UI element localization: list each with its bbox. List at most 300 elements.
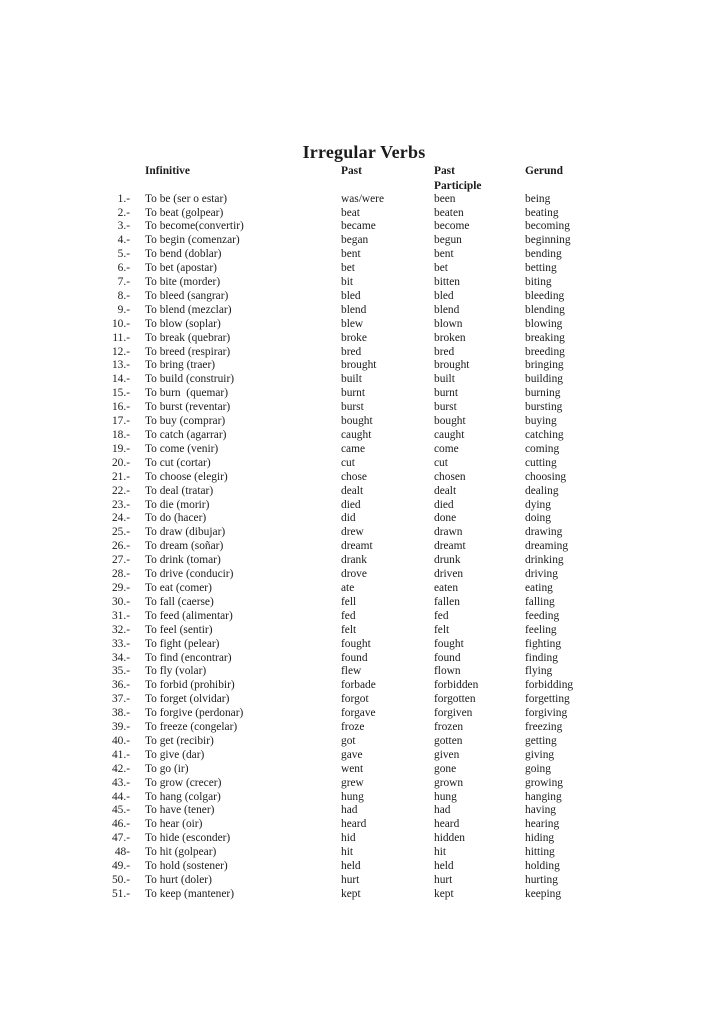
verb-gerund-cell: having: [525, 804, 557, 817]
table-row: [0, 568, 728, 582]
table-header-row-continued: [0, 179, 728, 193]
table-row: [0, 512, 728, 526]
table-row: [0, 860, 728, 874]
verb-infinitive-cell: To bring (traer): [145, 359, 216, 372]
verb-gerund-cell: forbidding: [525, 679, 574, 692]
verb-gerund-cell: fighting: [525, 637, 562, 650]
verb-past-cell: became: [341, 220, 376, 233]
verb-number-cell: 33.-: [111, 637, 130, 650]
table-row: [0, 721, 728, 735]
verb-gerund-cell: choosing: [525, 470, 567, 483]
verb-infinitive-cell: To have (tener): [145, 804, 215, 817]
verb-gerund-cell: beating: [525, 206, 559, 219]
verb-number-cell: 41.-: [111, 748, 130, 761]
verb-number-cell: 32.-: [111, 623, 130, 636]
verb-past-cell: beat: [341, 206, 360, 219]
verb-gerund-cell: keeping: [525, 887, 562, 900]
verb-number-cell: 10.-: [111, 317, 130, 330]
verb-infinitive-cell: To grow (crecer): [145, 776, 222, 789]
verb-past-participle-cell: grown: [434, 776, 464, 789]
verb-infinitive-cell: To keep (mantener): [145, 887, 235, 900]
verb-past-participle-cell: eaten: [434, 581, 459, 594]
verb-past-cell: dreamt: [341, 540, 373, 553]
verb-past-cell: froze: [341, 721, 365, 734]
table-row: [0, 290, 728, 304]
verb-past-cell: grew: [341, 776, 364, 789]
verb-past-cell: hid: [341, 832, 356, 845]
table-row: [0, 387, 728, 401]
verb-infinitive-cell: To choose (elegir): [145, 470, 228, 483]
verb-past-participle-cell: died: [434, 498, 454, 511]
verb-past-cell: cut: [341, 456, 355, 469]
verb-past-participle-cell: gotten: [434, 734, 463, 747]
table-row: [0, 638, 728, 652]
verb-number-cell: 44.-: [111, 790, 130, 803]
verb-number-cell: 17.-: [111, 415, 130, 428]
verb-infinitive-cell: To do (hacer): [145, 512, 207, 525]
table-row: [0, 220, 728, 234]
verb-infinitive-cell: To fight (pelear): [145, 637, 220, 650]
column-header-past-participle-line2: Participle: [434, 179, 482, 192]
table-body: [0, 193, 728, 902]
verb-infinitive-cell: To dream (soñar): [145, 540, 224, 553]
verb-infinitive-cell: To beat (golpear): [145, 206, 224, 219]
verb-gerund-cell: drinking: [525, 554, 564, 567]
verb-past-cell: flew: [341, 665, 362, 678]
table-row: [0, 554, 728, 568]
verb-infinitive-cell: To bite (morder): [145, 276, 221, 289]
verb-past-participle-cell: driven: [434, 568, 464, 581]
verb-number-cell: 29.-: [111, 581, 130, 594]
verb-past-participle-cell: heard: [434, 818, 460, 831]
verb-past-participle-cell: burnt: [434, 387, 459, 400]
verb-past-cell: built: [341, 373, 362, 386]
verb-number-cell: 8.-: [117, 289, 130, 302]
verb-past-participle-cell: come: [434, 442, 459, 455]
verb-past-participle-cell: given: [434, 748, 460, 761]
verb-number-cell: 30.-: [111, 595, 130, 608]
verb-past-cell: forbade: [341, 679, 376, 692]
verb-past-cell: felt: [341, 623, 357, 636]
verb-past-participle-cell: hit: [434, 846, 447, 859]
verb-past-participle-cell: cut: [434, 456, 448, 469]
verb-gerund-cell: bringing: [525, 359, 564, 372]
verb-gerund-cell: going: [525, 762, 551, 775]
table-row: [0, 485, 728, 499]
verb-infinitive-cell: To give (dar): [145, 748, 205, 761]
column-header-infinitive: Infinitive: [145, 165, 190, 177]
verb-number-cell: 18.-: [111, 429, 130, 441]
verb-past-cell: dealt: [341, 484, 364, 497]
verb-number-cell: 12.-: [111, 345, 130, 358]
verb-past-participle-cell: kept: [434, 887, 454, 900]
verb-infinitive-cell: To hide (esconder): [145, 832, 231, 845]
verb-gerund-cell: coming: [525, 442, 560, 455]
verb-gerund-cell: drawing: [525, 526, 563, 539]
table-row: [0, 457, 728, 471]
verb-gerund-cell: beginning: [525, 234, 571, 247]
verb-number-cell: 3.-: [117, 220, 130, 233]
verb-gerund-cell: betting: [525, 262, 557, 275]
verb-infinitive-cell: To burn (quemar): [145, 387, 229, 400]
verb-past-cell: bit: [341, 276, 354, 289]
verb-infinitive-cell: To blend (mezclar): [145, 303, 232, 316]
page-title: Irregular Verbs: [302, 142, 426, 163]
verb-number-cell: 2.-: [117, 206, 130, 219]
header-continued-infinitive-cell: [130, 179, 341, 193]
table-row: [0, 610, 728, 624]
verb-past-participle-cell: forbidden: [434, 679, 479, 692]
verb-past-participle-cell: been: [434, 192, 456, 205]
verb-infinitive-cell: To forgive (perdonar): [145, 707, 244, 720]
table-row: [0, 193, 728, 207]
column-header-past: Past: [341, 165, 362, 177]
verb-number-cell: 13.-: [111, 359, 130, 372]
verb-number-cell: 39.-: [111, 721, 130, 734]
table-row: [0, 874, 728, 888]
verb-gerund-cell: freezing: [525, 721, 563, 734]
verb-number-cell: 45.-: [111, 804, 130, 817]
verb-past-participle-cell: caught: [434, 429, 465, 441]
table-row: [0, 276, 728, 290]
verb-infinitive-cell: To drink (tomar): [145, 554, 221, 567]
verb-gerund-cell: breeding: [525, 345, 565, 358]
table-row: [0, 804, 728, 818]
verb-past-participle-cell: forgiven: [434, 707, 473, 720]
table-row: [0, 499, 728, 513]
verb-past-cell: came: [341, 442, 366, 455]
table-header: [0, 164, 728, 193]
header-continued-gerund-cell: [525, 179, 728, 193]
verb-gerund-cell: hitting: [525, 846, 555, 859]
table-row: [0, 846, 728, 860]
verb-gerund-cell: biting: [525, 276, 552, 289]
verb-past-participle-cell: frozen: [434, 721, 464, 734]
verb-infinitive-cell: To hit (golpear): [145, 846, 217, 859]
verb-gerund-cell: catching: [525, 429, 564, 441]
verb-past-cell: gave: [341, 748, 363, 761]
verb-gerund-cell: forgiving: [525, 707, 568, 720]
verb-past-cell: blend: [341, 303, 367, 316]
table-row: [0, 665, 728, 679]
verb-gerund-cell: hiding: [525, 832, 555, 845]
verb-gerund-cell: cutting: [525, 456, 557, 469]
verb-past-cell: forgave: [341, 707, 376, 720]
verb-infinitive-cell: To be (ser o estar): [145, 192, 228, 205]
verb-past-participle-cell: hidden: [434, 832, 466, 845]
table-row: [0, 582, 728, 596]
verb-past-cell: chose: [341, 470, 367, 483]
verb-past-participle-cell: broken: [434, 331, 466, 344]
verb-past-cell: hurt: [341, 874, 360, 886]
table-row: [0, 262, 728, 276]
verb-past-participle-cell: fed: [434, 609, 449, 622]
verb-infinitive-cell: To cut (cortar): [145, 456, 211, 469]
verb-infinitive-cell: To build (construir): [145, 373, 235, 386]
table-row: [0, 888, 728, 902]
table-row: [0, 401, 728, 415]
verb-past-participle-cell: drunk: [434, 554, 461, 567]
table-row: [0, 346, 728, 360]
verb-past-cell: caught: [341, 429, 372, 441]
verb-past-participle-cell: bred: [434, 345, 455, 358]
table-row: [0, 471, 728, 485]
verb-infinitive-cell: To go (ir): [145, 762, 189, 775]
verb-past-participle-cell: blend: [434, 303, 460, 316]
verb-number-cell: 1.-: [117, 192, 130, 205]
verb-infinitive-cell: To catch (agarrar): [145, 429, 227, 441]
verb-gerund-cell: becoming: [525, 220, 570, 233]
verb-past-participle-cell: held: [434, 860, 454, 873]
verb-gerund-cell: falling: [525, 595, 555, 608]
table-row: [0, 332, 728, 346]
verb-gerund-cell: bursting: [525, 401, 563, 414]
verb-gerund-cell: dealing: [525, 484, 559, 497]
verb-number-cell: 11.-: [112, 331, 130, 344]
verb-infinitive-cell: To hold (sostener): [145, 860, 228, 873]
verb-infinitive-cell: To deal (tratar): [145, 484, 214, 497]
verb-past-cell: went: [341, 762, 364, 775]
table-row: [0, 832, 728, 846]
table-row: [0, 624, 728, 638]
verb-gerund-cell: hurting: [525, 874, 558, 886]
verb-number-cell: 49.-: [111, 860, 130, 873]
verb-past-participle-cell: begun: [434, 234, 462, 247]
verb-number-cell: 5.-: [117, 248, 130, 261]
verb-past-participle-cell: dreamt: [434, 540, 466, 553]
verb-infinitive-cell: To bet (apostar): [145, 262, 217, 275]
verb-infinitive-cell: To bleed (sangrar): [145, 289, 229, 302]
verb-gerund-cell: hanging: [525, 790, 562, 803]
verb-infinitive-cell: To forget (olvidar): [145, 693, 230, 706]
verb-infinitive-cell: To feed (alimentar): [145, 609, 233, 622]
verb-gerund-cell: doing: [525, 512, 551, 525]
verb-gerund-cell: blowing: [525, 317, 563, 330]
table-row: [0, 707, 728, 721]
table-row: [0, 304, 728, 318]
verb-past-participle-cell: built: [434, 373, 455, 386]
verb-infinitive-cell: To become(convertir): [145, 220, 244, 233]
column-header-past-participle: Past: [434, 165, 455, 177]
verb-past-cell: found: [341, 651, 368, 664]
verb-number-cell: 6.-: [117, 262, 130, 275]
verb-past-participle-cell: fallen: [434, 595, 460, 608]
table-row: [0, 429, 728, 443]
verb-infinitive-cell: To buy (comprar): [145, 415, 226, 428]
table-row: [0, 818, 728, 832]
verb-gerund-cell: eating: [525, 581, 553, 594]
column-header-number: [0, 164, 130, 179]
verb-past-cell: bred: [341, 345, 362, 358]
table-row: [0, 693, 728, 707]
verb-past-cell: heard: [341, 818, 367, 831]
verb-number-cell: 15.-: [111, 387, 130, 400]
verb-past-participle-cell: gone: [434, 762, 457, 775]
verb-gerund-cell: burning: [525, 387, 561, 400]
verb-number-cell: 46.-: [111, 818, 130, 831]
verb-past-cell: drank: [341, 554, 367, 567]
verb-past-participle-cell: felt: [434, 623, 450, 636]
table-header-row: [0, 164, 728, 179]
verb-gerund-cell: blending: [525, 303, 565, 316]
verb-past-cell: hung: [341, 790, 364, 803]
verb-number-cell: 31.-: [111, 609, 130, 622]
verb-infinitive-cell: To come (venir): [145, 442, 219, 455]
verb-number-cell: 47.-: [111, 832, 130, 845]
table-row: [0, 652, 728, 666]
verb-number-cell: 43.-: [111, 776, 130, 789]
verb-infinitive-cell: To hurt (doler): [145, 874, 212, 886]
header-continued-past-cell: [341, 179, 434, 193]
verb-infinitive-cell: To bend (doblar): [145, 248, 222, 261]
verb-past-cell: began: [341, 234, 369, 247]
table-row: [0, 735, 728, 749]
verb-number-cell: 36.-: [111, 679, 130, 692]
verb-past-cell: fell: [341, 595, 357, 608]
verb-past-participle-cell: beaten: [434, 206, 464, 219]
verb-number-cell: 16.-: [111, 401, 130, 414]
table-row: [0, 791, 728, 805]
verb-number-cell: 26.-: [111, 540, 130, 553]
verb-gerund-cell: driving: [525, 568, 558, 581]
verb-gerund-cell: building: [525, 373, 563, 386]
table-row: [0, 373, 728, 387]
verb-infinitive-cell: To die (morir): [145, 498, 210, 511]
verb-gerund-cell: breaking: [525, 331, 565, 344]
verb-infinitive-cell: To fall (caerse): [145, 595, 214, 608]
verb-past-participle-cell: bent: [434, 248, 454, 261]
table-row: [0, 234, 728, 248]
verb-past-participle-cell: dealt: [434, 484, 457, 497]
verb-infinitive-cell: To freeze (congelar): [145, 721, 238, 734]
verb-past-participle-cell: brought: [434, 359, 470, 372]
verb-infinitive-cell: To forbid (prohibir): [145, 679, 235, 692]
verb-number-cell: 28.-: [111, 568, 130, 581]
verb-infinitive-cell: To burst (reventar): [145, 401, 231, 414]
column-header-gerund: Gerund: [525, 165, 563, 177]
verb-past-cell: bent: [341, 248, 361, 261]
verb-number-cell: 51.-: [111, 887, 130, 900]
verb-gerund-cell: growing: [525, 776, 563, 789]
verb-gerund-cell: giving: [525, 748, 555, 761]
verb-past-cell: drove: [341, 568, 367, 581]
verb-gerund-cell: being: [525, 192, 551, 205]
verb-past-participle-cell: forgotten: [434, 693, 476, 706]
verb-infinitive-cell: To fly (volar): [145, 665, 207, 678]
verb-number-cell: 22.-: [111, 484, 130, 497]
verb-past-participle-cell: found: [434, 651, 461, 664]
verb-past-participle-cell: had: [434, 804, 451, 817]
verb-past-cell: held: [341, 860, 361, 873]
verb-past-cell: ate: [341, 581, 355, 594]
verb-number-cell: 37.-: [111, 693, 130, 706]
table-row: [0, 596, 728, 610]
verb-past-cell: broke: [341, 331, 367, 344]
verb-infinitive-cell: To begin (comenzar): [145, 234, 240, 247]
table-row: [0, 749, 728, 763]
verb-infinitive-cell: To drive (conducir): [145, 568, 234, 581]
verb-gerund-cell: holding: [525, 860, 560, 873]
verb-past-participle-cell: bet: [434, 262, 448, 275]
verb-past-cell: bought: [341, 415, 373, 428]
table-row: [0, 207, 728, 221]
verb-past-participle-cell: burst: [434, 401, 457, 414]
verb-gerund-cell: feeling: [525, 623, 557, 636]
verb-past-participle-cell: bought: [434, 415, 466, 428]
verb-infinitive-cell: To feel (sentir): [145, 623, 213, 636]
verb-gerund-cell: bleeding: [525, 289, 565, 302]
table-row: [0, 318, 728, 332]
verb-gerund-cell: feeding: [525, 609, 560, 622]
verb-number-cell: 14.-: [111, 373, 130, 386]
verb-past-cell: kept: [341, 887, 361, 900]
verb-number-cell: 38.-: [111, 707, 130, 720]
verb-past-participle-cell: hurt: [434, 874, 453, 886]
verb-number-cell: 27.-: [111, 554, 130, 567]
verb-number-cell: 7.-: [117, 276, 130, 289]
verb-gerund-cell: forgetting: [525, 693, 570, 706]
table-row: [0, 540, 728, 554]
verb-infinitive-cell: To hang (colgar): [145, 790, 221, 803]
verb-past-cell: was/were: [341, 192, 385, 205]
verb-infinitive-cell: To blow (soplar): [145, 317, 221, 330]
table-row: [0, 777, 728, 791]
header-continued-number-cell: [0, 179, 130, 193]
verb-past-cell: fought: [341, 637, 371, 650]
verb-infinitive-cell: To draw (dibujar): [145, 526, 226, 539]
verb-past-participle-cell: drawn: [434, 526, 463, 539]
verb-past-cell: did: [341, 512, 356, 525]
table-row: [0, 763, 728, 777]
verb-number-cell: 34.-: [111, 651, 130, 664]
verb-past-participle-cell: become: [434, 220, 470, 233]
verb-gerund-cell: bending: [525, 248, 562, 261]
verb-infinitive-cell: To find (encontrar): [145, 651, 232, 664]
verb-past-participle-cell: fought: [434, 637, 464, 650]
verb-past-participle-cell: flown: [434, 665, 461, 678]
verb-past-cell: bled: [341, 289, 361, 302]
verb-number-cell: 24.-: [111, 512, 130, 525]
verb-number-cell: 20.-: [111, 456, 130, 469]
verb-past-cell: brought: [341, 359, 377, 372]
verb-past-cell: forgot: [341, 693, 369, 706]
verb-number-cell: 48-: [114, 846, 130, 859]
verb-past-participle-cell: chosen: [434, 470, 466, 483]
verb-gerund-cell: hearing: [525, 818, 560, 831]
verb-past-cell: died: [341, 498, 361, 511]
verb-infinitive-cell: To break (quebrar): [145, 331, 231, 344]
verb-infinitive-cell: To get (recibir): [145, 734, 214, 747]
verb-infinitive-cell: To hear (oir): [145, 818, 203, 831]
verb-past-cell: drew: [341, 526, 364, 539]
verb-past-participle-cell: hung: [434, 790, 457, 803]
verb-gerund-cell: buying: [525, 415, 557, 428]
verb-number-cell: 23.-: [111, 498, 130, 511]
verb-number-cell: 4.-: [117, 234, 130, 247]
verb-number-cell: 9.-: [117, 303, 130, 316]
verb-gerund-cell: dying: [525, 498, 551, 511]
verb-number-cell: 40.-: [111, 734, 130, 747]
verb-number-cell: 21.-: [111, 470, 130, 483]
table-row: [0, 679, 728, 693]
verb-past-participle-cell: blown: [434, 317, 463, 330]
verb-past-participle-cell: bled: [434, 289, 454, 302]
verb-number-cell: 35.-: [111, 665, 130, 678]
verb-infinitive-cell: To eat (comer): [145, 581, 212, 594]
verb-gerund-cell: finding: [525, 651, 558, 664]
verb-past-cell: burst: [341, 401, 364, 414]
verb-past-cell: bet: [341, 262, 355, 275]
